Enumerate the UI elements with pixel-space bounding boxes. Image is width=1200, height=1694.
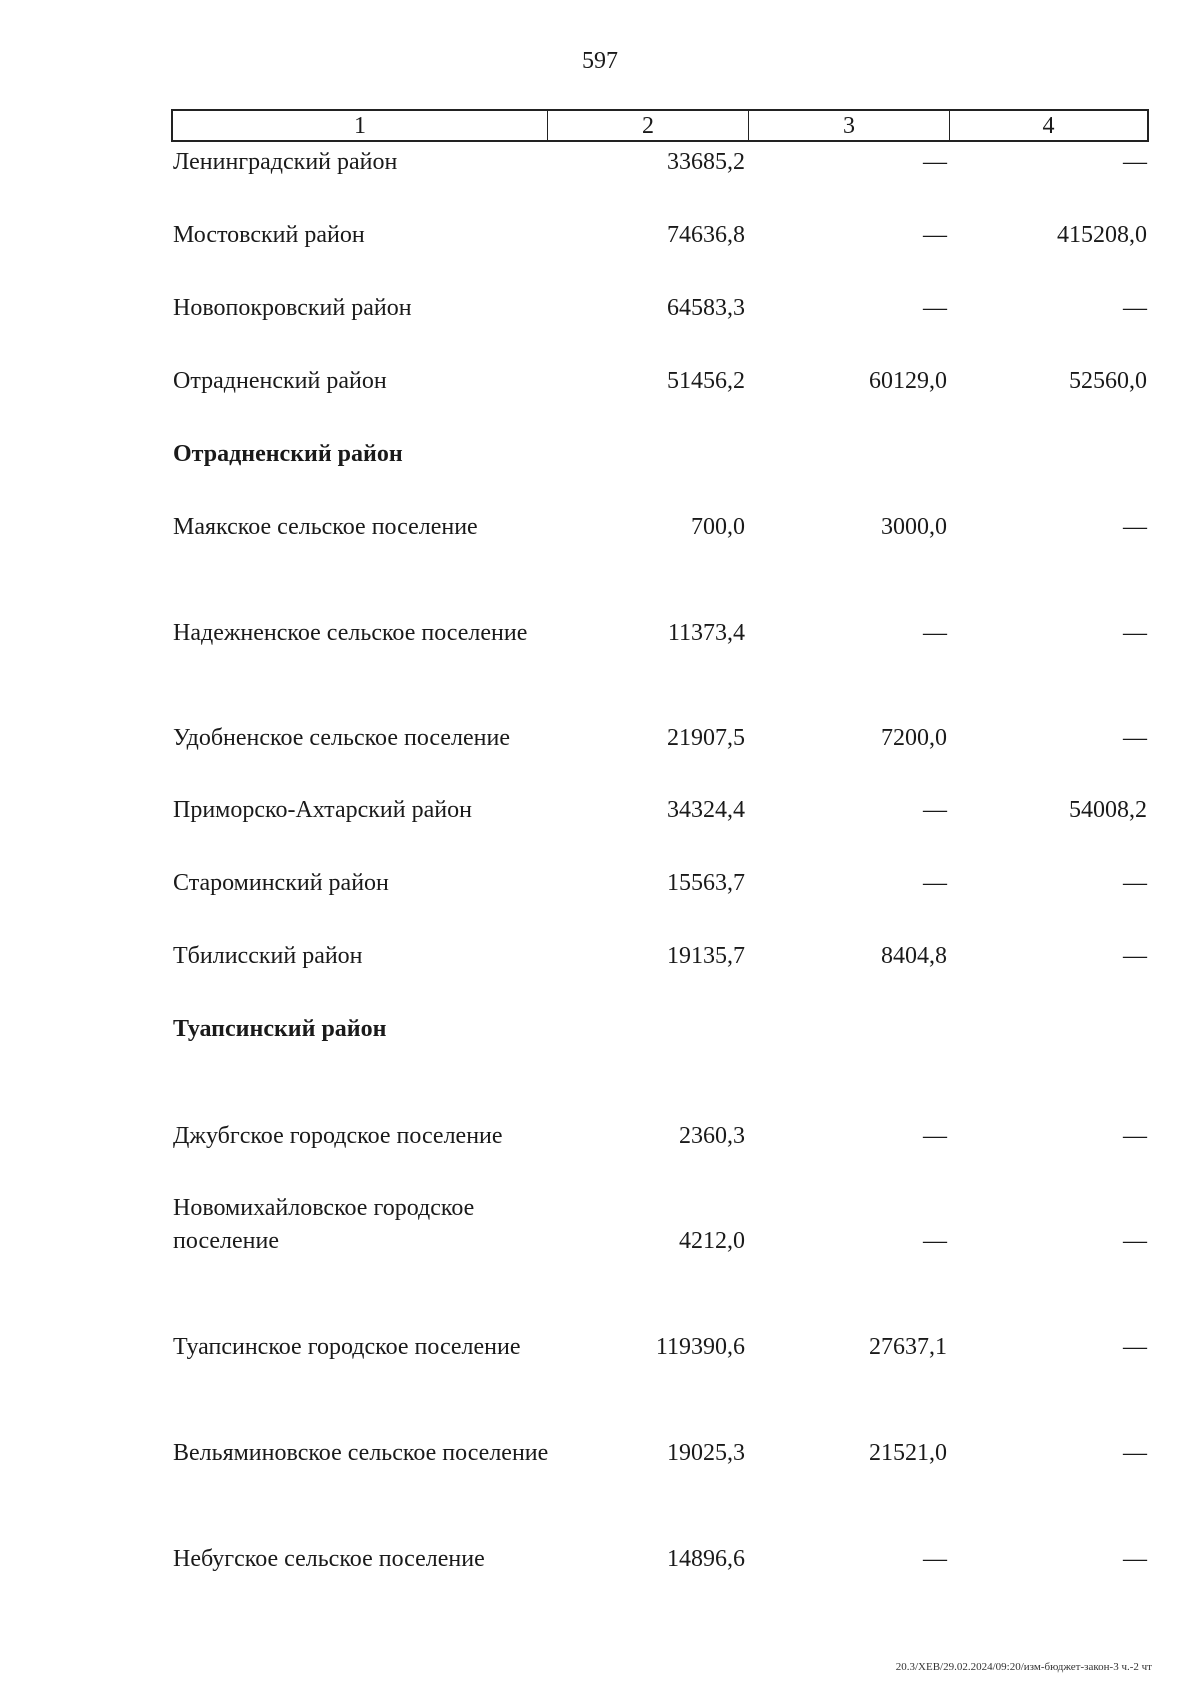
row-col-4: — — [1123, 1228, 1147, 1254]
row-name: Вельяминовское сельское поселение — [173, 1440, 549, 1466]
table-row — [171, 1404, 1149, 1470]
table-row — [171, 689, 1149, 755]
row-col-4: — — [1123, 149, 1147, 175]
row-name: Новомихайловское городское поселение — [173, 1195, 475, 1254]
row-name: Приморско-Ахтарский район — [173, 797, 472, 823]
row-col-3: 8404,8 — [881, 943, 947, 969]
table-row — [171, 940, 1149, 973]
row-col-3: 3000,0 — [881, 514, 947, 540]
row-col-4: — — [1123, 1123, 1147, 1149]
row-col-3: — — [923, 295, 947, 321]
section-heading-row — [171, 1013, 1149, 1046]
row-name: Удобненское сельское поселение — [173, 725, 510, 751]
row-col-4: — — [1123, 620, 1147, 646]
table-row — [171, 584, 1149, 650]
table-row — [171, 867, 1149, 900]
document-footer-code: 20.3/ХЕВ/29.02.2024/09:20/изм-бюджет-закон-3 ч.-2 чт — [895, 1661, 1152, 1673]
row-name: Надежненское сельское поселение — [173, 620, 528, 646]
row-col-3: — — [923, 1123, 947, 1149]
row-col-2: 700,0 — [691, 514, 745, 540]
row-col-3: — — [923, 1228, 947, 1254]
row-col-4: — — [1123, 943, 1147, 969]
row-col-4: — — [1123, 1334, 1147, 1360]
table-row — [171, 365, 1149, 398]
row-col-4: — — [1123, 295, 1147, 321]
row-col-3: 60129,0 — [869, 368, 947, 394]
row-col-2: 74636,8 — [667, 222, 745, 248]
row-col-4: — — [1123, 1546, 1147, 1572]
row-col-2: 19135,7 — [667, 943, 745, 969]
table-row — [171, 292, 1149, 325]
row-col-3: — — [923, 149, 947, 175]
row-col-4: — — [1123, 870, 1147, 896]
row-col-2: 11373,4 — [667, 620, 745, 646]
row-name: Тбилисский район — [173, 943, 363, 969]
row-col-2: 14896,6 — [667, 1546, 745, 1572]
section-heading: Отрадненский район — [173, 441, 403, 467]
table-row — [171, 1192, 1149, 1258]
section-heading: Туапсинский район — [173, 1016, 387, 1042]
row-name: Ленинградский район — [173, 149, 398, 175]
row-col-4: 52560,0 — [1069, 368, 1147, 394]
row-col-4: — — [1123, 514, 1147, 540]
row-name: Туапсинское городское поселение — [173, 1334, 521, 1360]
row-col-3: — — [923, 797, 947, 823]
row-col-3: 27637,1 — [869, 1334, 947, 1360]
row-name: Джубгское городское поселение — [173, 1123, 503, 1149]
row-col-3: — — [923, 620, 947, 646]
table-row — [171, 794, 1149, 827]
table-row — [171, 511, 1149, 544]
row-col-2: 33685,2 — [667, 149, 745, 175]
row-col-3: — — [923, 1546, 947, 1572]
page-number: 597 — [582, 48, 618, 74]
row-col-2: 34324,4 — [667, 797, 745, 823]
header-col-1: 1 — [173, 111, 548, 140]
table-row — [171, 1510, 1149, 1576]
row-col-3: — — [923, 222, 947, 248]
row-col-2: 19025,3 — [667, 1440, 745, 1466]
row-col-3: 21521,0 — [869, 1440, 947, 1466]
row-col-2: 4212,0 — [679, 1228, 745, 1254]
table-row — [171, 146, 1149, 179]
row-name: Староминский район — [173, 870, 389, 896]
row-col-4: — — [1123, 725, 1147, 751]
row-col-2: 2360,3 — [679, 1123, 745, 1149]
row-name: Отрадненский район — [173, 368, 387, 394]
row-col-2: 119390,6 — [655, 1334, 745, 1360]
row-col-2: 51456,2 — [667, 368, 745, 394]
table-row — [171, 1298, 1149, 1364]
row-col-4: — — [1123, 1440, 1147, 1466]
table-row — [171, 1087, 1149, 1153]
row-name: Мостовский район — [173, 222, 365, 248]
row-col-4: 415208,0 — [1057, 222, 1147, 248]
table-header — [171, 109, 1149, 142]
row-col-3: 7200,0 — [881, 725, 947, 751]
row-col-2: 15563,7 — [667, 870, 745, 896]
row-name: Новопокровский район — [173, 295, 412, 321]
section-heading-row — [171, 438, 1149, 471]
header-col-2: 2 — [548, 111, 749, 140]
row-col-2: 64583,3 — [667, 295, 745, 321]
header-col-4: 4 — [1042, 113, 1055, 139]
header-col-3: 3 — [749, 111, 950, 140]
row-col-4: 54008,2 — [1069, 797, 1147, 823]
row-name: Маякское сельское поселение — [173, 514, 478, 540]
row-name: Небугское сельское поселение — [173, 1546, 485, 1572]
row-col-2: 21907,5 — [667, 725, 745, 751]
table-row — [171, 219, 1149, 252]
row-col-3: — — [923, 870, 947, 896]
